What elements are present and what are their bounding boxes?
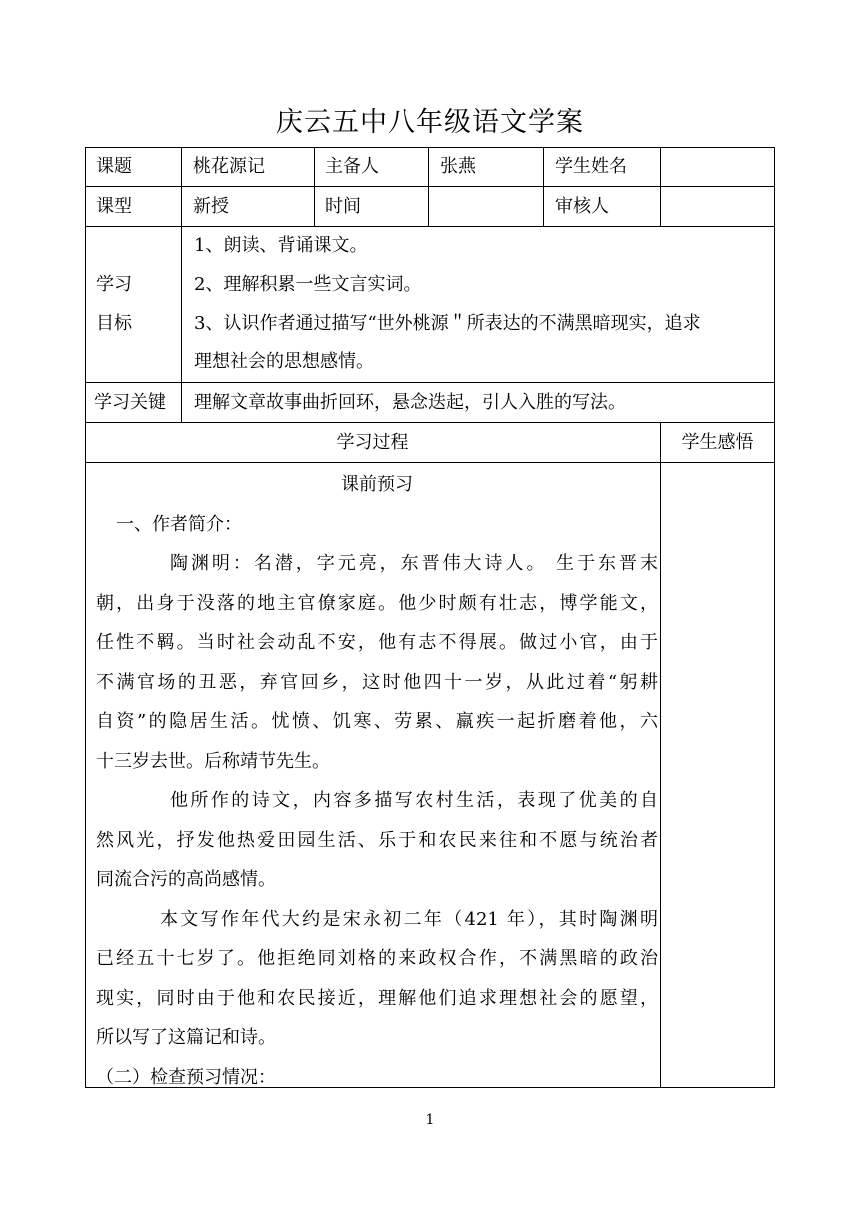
label-preparer: 主备人: [325, 156, 379, 177]
time-field[interactable]: [440, 188, 540, 226]
paragraph-line: 现实，同时由于他和农民接近，理解他们追求理想社会的愿望，: [96, 987, 658, 1009]
row-divider: [85, 186, 775, 187]
study-plan-table: [85, 147, 775, 1088]
preparer-value: 张燕: [440, 156, 476, 177]
reflection-field[interactable]: [662, 464, 773, 1086]
label-objectives-line1: 学习: [96, 274, 132, 295]
subsection-heading: （二）检查预习情况：: [96, 1066, 276, 1088]
row-divider: [85, 422, 775, 423]
col-divider: [181, 147, 182, 422]
paragraph-line: 本文写作年代大约是宋永初二年（421 年），其时陶渊明: [160, 908, 658, 930]
paragraph-line: 然风光，抒发他热爱田园生活、乐于和农民来往和不愿与统治者: [96, 829, 658, 851]
section-title: 课前预习: [341, 474, 413, 495]
objective-item-continued: 理想社会的思想感情。: [194, 351, 374, 372]
reflection-header: 学生感悟: [681, 432, 754, 453]
paragraph-line: 他所作的诗文，内容多描写农村生活，表现了优美的自: [170, 790, 658, 811]
topic-value: 桃花源记: [193, 156, 265, 177]
label-student-name: 学生姓名: [555, 156, 627, 177]
label-lesson-type: 课型: [96, 196, 132, 217]
paragraph-line: 陶渊明：名潜，字元亮，东晋伟大诗人。 生于东晋末: [170, 553, 658, 574]
paragraph-line: 任性不羁。当时社会动乱不安，他有志不得展。做过小官，由于: [96, 632, 658, 653]
student-name-field[interactable]: [671, 148, 771, 186]
paragraph-line: 十三岁去世。后称靖节先生。: [96, 750, 330, 772]
label-topic: 课题: [96, 156, 132, 177]
col-divider: [543, 147, 544, 226]
col-divider: [660, 422, 661, 1087]
label-time: 时间: [325, 196, 361, 217]
label-objectives-line2: 目标: [96, 313, 132, 334]
subsection-heading: 一、作者简介：: [116, 513, 242, 535]
paragraph-line: 自资”的隐居生活。忧愤、饥寒、劳累、羸疾一起折磨着他，六: [96, 711, 658, 732]
table-border-left: [85, 147, 86, 1088]
key-point-text: 理解文章故事曲折回环，悬念迭起，引人入胜的写法。: [194, 392, 626, 413]
paragraph-line: 所以写了这篇记和诗。: [96, 1027, 276, 1048]
row-divider: [85, 382, 775, 383]
paragraph-line: 朝，出身于没落的地主官僚家庭。他少时颇有壮志，博学能文，: [96, 592, 658, 614]
objective-item: 2、理解积累一些文言实词。: [194, 274, 422, 295]
row-divider: [85, 226, 775, 227]
table-border-right: [774, 147, 775, 1088]
objective-item: 1、朗读、背诵课文。: [194, 235, 368, 256]
label-reviewer: 审核人: [555, 196, 609, 217]
paragraph-line: 不满官场的丑恶，弃官回乡，这时他四十一岁，从此过着“躬耕: [96, 671, 658, 693]
col-divider: [314, 147, 315, 226]
row-divider: [85, 462, 775, 463]
page-number: 1: [425, 1112, 435, 1128]
label-key-point: 学习关键: [94, 392, 166, 413]
page-title: 庆云五中八年级语文学案: [276, 107, 584, 138]
process-content: [96, 465, 658, 1097]
lesson-type-value: 新授: [193, 196, 229, 217]
col-divider: [428, 147, 429, 226]
paragraph-line: 同流合污的高尚感情。: [96, 869, 276, 890]
process-header: 学习过程: [336, 432, 409, 453]
reviewer-field[interactable]: [671, 188, 771, 226]
col-divider: [660, 147, 661, 226]
objective-item: 3、认识作者通过描写“世外桃源＂所表达的不满黑暗现实，追求: [194, 313, 701, 334]
paragraph-line: 已经五十七岁了。他拒绝同刘格的来政权合作，不满黑暗的政治: [96, 948, 658, 969]
